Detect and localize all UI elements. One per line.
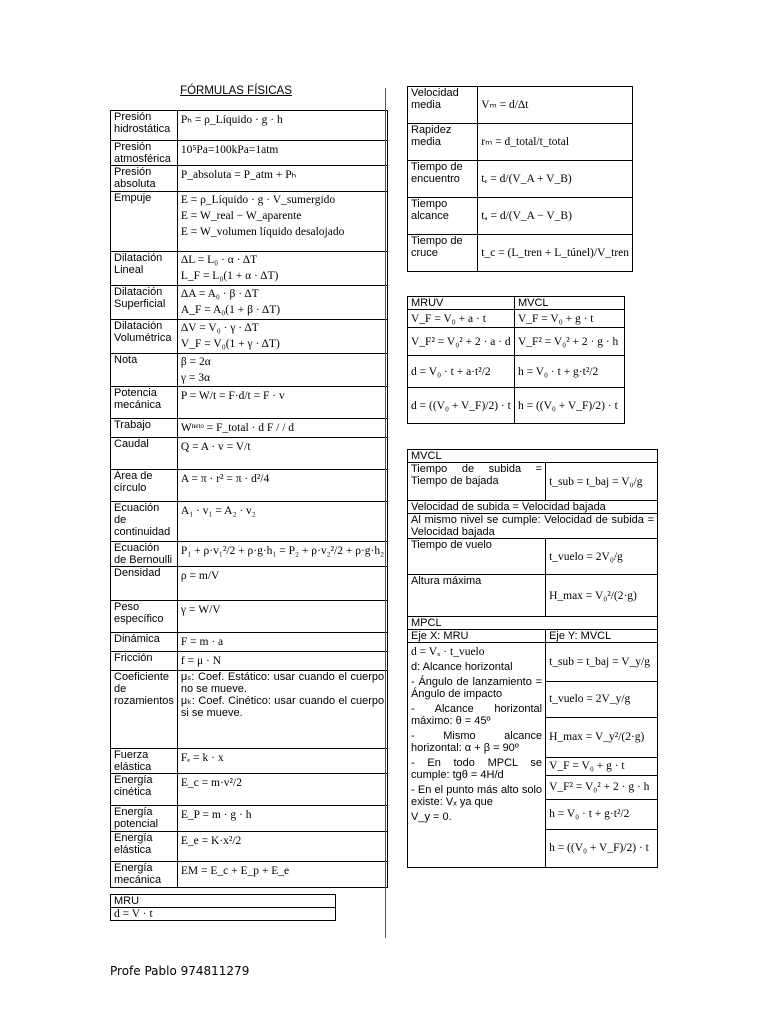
flight-time-label: Tiempo de vuelo [408,539,546,575]
left-row-label: Dilatación Lineal [111,252,178,286]
left-row [111,320,388,354]
mvcl-formula: V_F² = V₀² + 2 · g · h [514,328,624,356]
left-row-label: Dilatación Volumétrica [111,320,178,354]
left-row [111,354,388,387]
formula: EM = E_c + E_p + E_e [180,865,290,877]
formula: E = W_volumen líquido desalojado [180,226,345,238]
mpcl-note: - Mismo alcance horizontal: α + β = 90º [411,730,543,754]
formula: P_absoluta = P_atm + Pₕ [180,169,297,181]
left-row-label: Energía cinética [111,774,178,806]
left-row-label: Área de círculo [111,470,178,502]
left-row [111,166,388,192]
left-row-label: Energía potencial [111,806,178,832]
mpcl-header: MPCL [408,617,658,630]
left-row [111,192,388,252]
left-row [111,387,388,419]
left-row [111,601,388,633]
formula: P₁ + ρ·v₁²/2 + ρ·g·h₁ = P₂ + ρ·v₂²/2 + ρ·g·h₂ [180,545,385,557]
left-row [111,774,388,806]
mpcl-formula: t_vuelo = 2V_y/g [546,681,657,717]
left-row-label: Nota [111,354,178,387]
left-row-label: Ecuación de Bernoulli [111,542,178,567]
left-row [111,542,388,567]
mvcl-box-header: MVCL [408,450,658,463]
formula: Q = A · v = V/t [180,441,251,453]
axis-y-header: Eje Y: MVCL [546,630,658,643]
left-row-label: Coeficiente de rozamientos [111,671,178,749]
formula: E = W_real − W_aparente [180,210,302,222]
kinematics-row [408,87,633,124]
subida-formula: t_sub = t_baj = V₀/g [546,463,658,501]
max-height-label: Altura máxima [408,575,546,617]
same-level-text: Al mismo nivel se cumple: Velocidad de subida = Velocidad bajada [408,514,658,539]
left-row-formulas [177,633,387,652]
range-formula: d = Vₓ · t_vuelo [411,646,485,658]
mruv-formula: V_F² = V₀² + 2 · a · d [408,328,515,356]
formula: L_F = L₀(1 + α · ΔT) [180,270,279,282]
left-row [111,652,388,671]
formula: β = 2α [180,356,211,368]
left-row-label: Fricción [111,652,178,671]
left-row-label: Empuje [111,192,178,252]
mpcl-note: - Alcance horizontal máximo: θ = 45º [411,703,543,727]
left-row-formulas [177,749,387,774]
mruv-mvcl-row [408,388,625,424]
mpcl-formula: V_F² = V₀² + 2 · g · h [546,775,657,799]
left-row [111,671,388,749]
left-row-label: Presión atmosférica [111,141,178,166]
left-row-formulas [177,601,387,633]
left-row-formulas [177,419,387,438]
left-row-formulas [177,502,387,542]
left-row-formulas [177,286,387,320]
left-row-formulas [177,252,387,286]
left-row-formulas [177,470,387,502]
left-row-formulas [177,192,387,252]
kinematics-row [408,124,633,161]
kinematics-formula: tₐ = d/(V_A − V_B) [478,198,633,235]
left-row-formulas [177,671,387,749]
left-row-label: Fuerza elástica [111,749,178,774]
left-row [111,633,388,652]
left-row [111,252,388,286]
kinematics-row [408,235,633,272]
left-row [111,286,388,320]
left-row [111,438,388,470]
left-row-formulas [177,806,387,832]
kinematics-label: Tiempo alcance [408,198,478,235]
page-title: FÓRMULAS FÍSICAS [180,85,292,97]
left-row-label: Dilatación Superficial [111,286,178,320]
formula: f = μ · N [180,655,222,667]
formula: ΔA = A₀ · β · ΔT [180,288,259,300]
left-row-label: Trabajo [111,419,178,438]
kinematics-table [407,86,633,272]
mpcl-left-cell [408,643,546,868]
formula: E_P = m · g · h [180,809,252,821]
mru-header: MRU [111,895,336,908]
mpcl-note: d: Alcance horizontal [411,661,513,673]
flight-time-formula: t_vuelo = 2V₀/g [546,539,658,575]
formula: A₁ · v₁ = A₂ · v₂ [180,505,256,517]
left-formula-table [110,110,388,888]
left-row-label: Energía mecánica [111,862,178,888]
kinematics-row [408,161,633,198]
left-row-label: Caudal [111,438,178,470]
formula: E_c = m·v²/2 [180,777,242,789]
formula: γ = 3α [180,372,210,384]
left-row-formulas [177,438,387,470]
left-row [111,832,388,862]
left-row-formulas [177,774,387,806]
formula: ΔL = L₀ · α · ΔT [180,254,258,266]
column-divider [385,88,386,938]
formula: 10⁵Pa=100kPa=1atm [180,144,279,156]
mruv-mvcl-row [408,328,625,356]
mpcl-formula: H_max = V_y²/(2·g) [546,717,657,757]
formula: V_F = V₀(1 + γ · ΔT) [180,338,280,350]
kinematics-label: Tiempo de cruce [408,235,478,272]
mruv-formula: d = ((V₀ + V_F)/2) · t [408,388,515,424]
left-row [111,470,388,502]
kinematics-label: Rapidez media [408,124,478,161]
mpcl-right-cell [546,643,658,868]
formula: Fₑ = k · x [180,752,224,764]
axis-x-header: Eje X: MRU [408,630,546,643]
formula: F = m · a [180,636,224,648]
left-row-label: Dinámica [111,633,178,652]
mvcl-table [407,449,658,868]
mpcl-note: V_y = 0. [411,811,452,823]
left-row-formulas [177,320,387,354]
left-row-formulas [177,387,387,419]
mruv-mvcl-row [408,310,625,328]
mvcl-formula: h = V₀ · t + g·t²/2 [514,356,624,388]
left-row-label: Ecuación de continuidad [111,502,178,542]
mvcl-header: MVCL [514,297,624,310]
mvcl-formula: h = ((V₀ + V_F)/2) · t [514,388,624,424]
left-row-formulas [177,862,387,888]
max-height-formula: H_max = V₀²/(2·g) [546,575,658,617]
mpcl-note: - Ángulo de lanzamiento = Ángulo de impacto [411,676,543,700]
mruv-mvcl-table [407,296,625,424]
left-row [111,862,388,888]
velocity-text: Velocidad de subida = Velocidad bajada [408,501,658,514]
kinematics-formula: tₑ = d/(V_A + V_B) [478,161,633,198]
mruv-formula: V_F = V₀ + a · t [408,310,515,328]
formula: E = ρ_Líquido · g · V_sumergido [180,194,336,206]
formula: P = W/t = F·d/t = F · v [180,390,285,402]
mruv-header: MRUV [408,297,515,310]
mpcl-formula: h = V₀ · t + g·t²/2 [546,799,657,829]
formula: γ = W/V [180,604,221,616]
kinematics-formula: rₘ = d_total/t_total [478,124,633,161]
mpcl-formula: h = ((V₀ + V_F)/2) · t [546,829,657,867]
left-row-label: Presión hidrostática [111,111,178,141]
formula: μₛ: Coef. Estático: usar cuando el cuerpo no se mueve. [180,671,385,695]
left-row-formulas [177,354,387,387]
kinematics-formula: Vₘ = d/Δt [478,87,633,124]
left-row-label: Densidad [111,567,178,601]
footer-signature: Profe Pablo 974811279 [110,964,250,978]
formula: μₖ: Coef. Cinético: usar cuando el cuerpo si se mueve. [180,695,385,719]
kinematics-formula: t_c = (L_tren + L_túnel)/V_tren [478,235,633,272]
left-row [111,419,388,438]
formula: Pₕ = ρ_Líquido · g · h [180,114,283,126]
left-row [111,141,388,166]
mru-table [110,894,336,921]
left-row [111,806,388,832]
left-row [111,111,388,141]
left-row-formulas [177,141,387,166]
kinematics-row [408,198,633,235]
kinematics-label: Velocidad media [408,87,478,124]
left-row-formulas [177,542,387,567]
mruv-mvcl-row [408,356,625,388]
left-row-formulas [177,166,387,192]
formula: E_e = K·x²/2 [180,835,242,847]
left-row [111,502,388,542]
mpcl-formula: V_F = V₀ + g · t [546,757,657,775]
left-row-formulas [177,652,387,671]
formula: A_F = A₀(1 + β · ΔT) [180,304,281,316]
mruv-formula: d = V₀ · t + a·t²/2 [408,356,515,388]
formula: ρ = m/V [180,570,220,582]
left-row-formulas [177,111,387,141]
formula: Wⁿᵉᵗᵒ = F_total · d F / / d [180,422,295,434]
kinematics-label: Tiempo de encuentro [408,161,478,198]
left-row-label: Energía elástica [111,832,178,862]
mvcl-formula: V_F = V₀ + g · t [514,310,624,328]
left-row-label: Potencia mecánica [111,387,178,419]
formula: ΔV = V₀ · γ · ΔT [180,322,259,334]
formula: A = π · r² = π · d²/4 [180,473,270,485]
left-row-formulas [177,567,387,601]
left-row [111,567,388,601]
mpcl-formula: t_sub = t_baj = V_y/g [546,643,657,681]
left-row-label: Peso específico [111,601,178,633]
mpcl-note: - En el punto más alto solo existe: Vₓ ya que [411,784,543,808]
left-row-formulas [177,832,387,862]
mru-formula: d = V · t [111,908,336,921]
left-row [111,749,388,774]
subida-label: Tiempo de subida = Tiempo de bajada [408,463,546,501]
left-row-label: Presión absoluta [111,166,178,192]
mpcl-note: - En todo MPCL se cumple: tgθ = 4H/d [411,757,543,781]
